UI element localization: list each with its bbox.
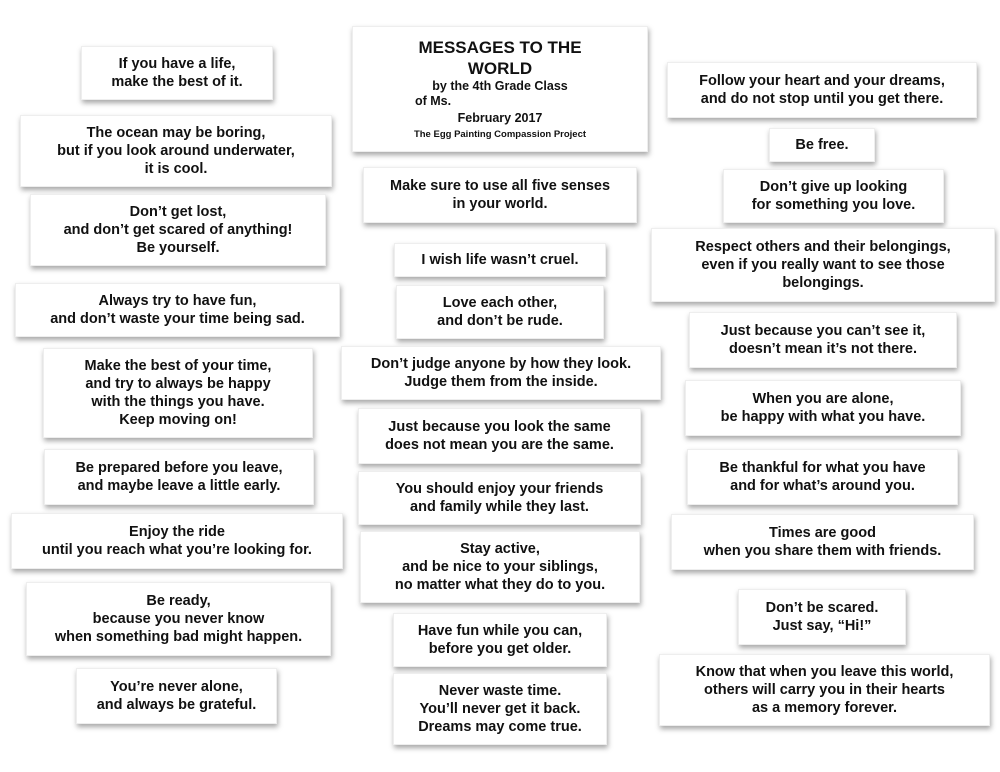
message-card: Be free. — [769, 128, 875, 162]
message-card: Never waste time. You’ll never get it back. Dreams may come true. — [393, 673, 607, 745]
page-title: MESSAGES TO THE WORLD — [418, 38, 582, 78]
message-card: Just because you look the same does not mean you are the same. — [358, 408, 641, 464]
message-card: Enjoy the ride until you reach what you’re looking for. — [11, 513, 343, 569]
message-card: Don’t be scared. Just say, “Hi!” — [738, 589, 906, 645]
message-card: Always try to have fun, and don’t waste your time being sad. — [15, 283, 340, 337]
message-card: Don’t give up looking for something you love. — [723, 169, 944, 223]
message-card: Don’t get lost, and don’t get scared of anything! Be yourself. — [30, 194, 326, 266]
message-card: The ocean may be boring, but if you look around underwater, it is cool. — [20, 115, 332, 187]
message-card: If you have a life, make the best of it. — [81, 46, 273, 100]
message-card: Respect others and their belongings, even if you really want to see those belongings. — [651, 228, 995, 302]
date: February 2017 — [457, 111, 543, 125]
message-card: Don’t judge anyone by how they look. Judge them from the inside. — [341, 346, 661, 400]
message-card: I wish life wasn’t cruel. — [394, 243, 606, 277]
teacher-line: of Ms. — [415, 94, 452, 108]
message-card: You’re never alone, and always be grateful. — [76, 668, 277, 724]
message-card: Know that when you leave this world, others will carry you in their hearts as a memory forever. — [659, 654, 990, 726]
message-card: Make the best of your time, and try to always be happy with the things you have. Keep moving on! — [43, 348, 313, 438]
message-card: When you are alone, be happy with what you have. — [685, 380, 961, 436]
title-card — [352, 26, 648, 152]
byline: by the 4th Grade Class — [432, 79, 568, 93]
message-card: Follow your heart and your dreams, and do not stop until you get there. — [667, 62, 977, 118]
message-card: Make sure to use all five senses in your world. — [363, 167, 637, 223]
message-card: Be thankful for what you have and for what’s around you. — [687, 449, 958, 505]
message-card: Have fun while you can, before you get older. — [393, 613, 607, 667]
message-card: Be ready, because you never know when something bad might happen. — [26, 582, 331, 656]
message-card: Just because you can’t see it, doesn’t mean it’s not there. — [689, 312, 957, 368]
message-card: Be prepared before you leave, and maybe leave a little early. — [44, 449, 314, 505]
message-card: You should enjoy your friends and family while they last. — [358, 471, 641, 525]
message-card: Stay active, and be nice to your siblings, no matter what they do to you. — [360, 531, 640, 603]
message-card: Love each other, and don’t be rude. — [396, 285, 604, 339]
project-name: The Egg Painting Compassion Project — [413, 129, 587, 140]
message-card: Times are good when you share them with friends. — [671, 514, 974, 570]
